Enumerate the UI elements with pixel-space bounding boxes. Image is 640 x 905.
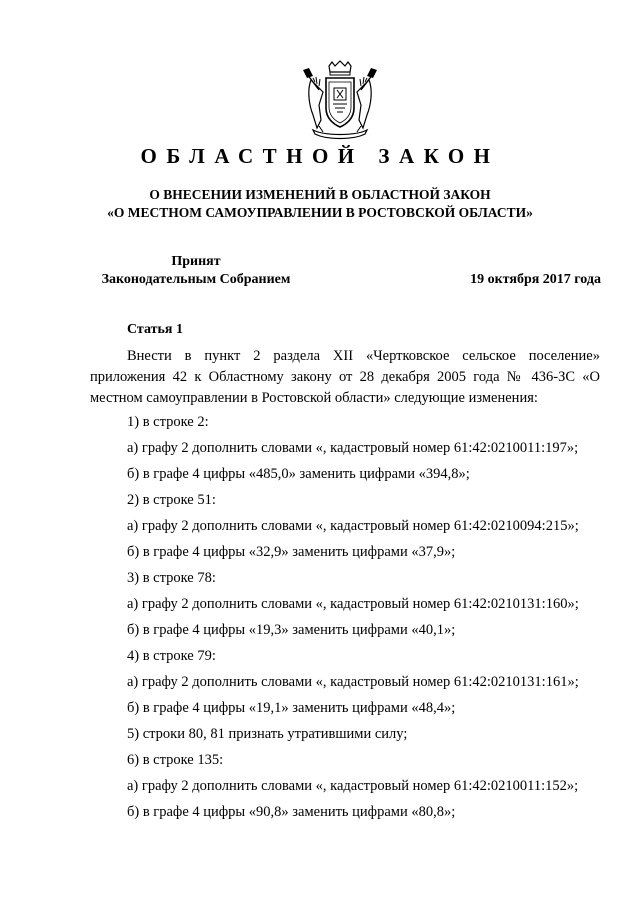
article-title: Статья 1	[127, 322, 183, 337]
document-title-line-2: «О МЕСТНОМ САМОУПРАВЛЕНИИ В РОСТОВСКОЙ ОБЛАСТИ»	[107, 205, 533, 220]
list-item: б) в графе 4 цифры «19,3» заменить цифрами «40,1»;	[127, 622, 456, 638]
document-title-line-1: О ВНЕСЕНИИ ИЗМЕНЕНИЙ В ОБЛАСТНОЙ ЗАКОН	[149, 187, 491, 202]
list-item: а) графу 2 дополнить словами «, кадастровый номер 61:42:0210011:152»;	[127, 778, 579, 794]
adoption-statement	[90, 253, 302, 289]
list-item: 3) в строке 78:	[127, 570, 216, 586]
document-type-heading: ОБЛАСТНОЙ ЗАКОН	[140, 144, 500, 168]
list-item: 6) в строке 135:	[127, 752, 224, 768]
list-item: б) в графе 4 цифры «32,9» заменить цифрами «37,9»;	[127, 544, 456, 560]
list-item: а) графу 2 дополнить словами «, кадастровый номер 61:42:0210011:197»;	[127, 440, 579, 456]
list-item: б) в графе 4 цифры «90,8» заменить цифрами «80,8»;	[127, 804, 456, 820]
article-intro-paragraph: Внести в пункт 2 раздела XII «Чертковское сельское поселение» приложения 42 к Областному закону от 28 декабря 2005 года № 436-ЗС «О местном самоуправлении в Ростовской области» следующие изменения:	[90, 348, 600, 406]
coat-of-arms-emblem	[299, 60, 381, 142]
amendment-list	[127, 412, 617, 828]
list-item: 4) в строке 79:	[127, 648, 216, 664]
list-item: а) графу 2 дополнить словами «, кадастровый номер 61:42:0210094:215»;	[127, 518, 579, 534]
list-item: 5) строки 80, 81 признать утратившими силу;	[127, 726, 408, 742]
list-item: а) графу 2 дополнить словами «, кадастровый номер 61:42:0210131:161»;	[127, 674, 579, 690]
adoption-line-2: Законодательным Собранием	[101, 272, 291, 287]
list-item: б) в графе 4 цифры «485,0» заменить цифрами «394,8»;	[127, 466, 470, 482]
adoption-date: 19 октября 2017 года	[470, 272, 601, 287]
document-title	[0, 186, 640, 222]
list-item: 2) в строке 51:	[127, 492, 216, 508]
adoption-line-1: Принят	[171, 254, 221, 269]
list-item: б) в графе 4 цифры «19,1» заменить цифрами «48,4»;	[127, 700, 456, 716]
list-item: 1) в строке 2:	[127, 414, 209, 430]
coat-of-arms-icon	[299, 60, 381, 142]
list-item: а) графу 2 дополнить словами «, кадастровый номер 61:42:0210131:160»;	[127, 596, 579, 612]
